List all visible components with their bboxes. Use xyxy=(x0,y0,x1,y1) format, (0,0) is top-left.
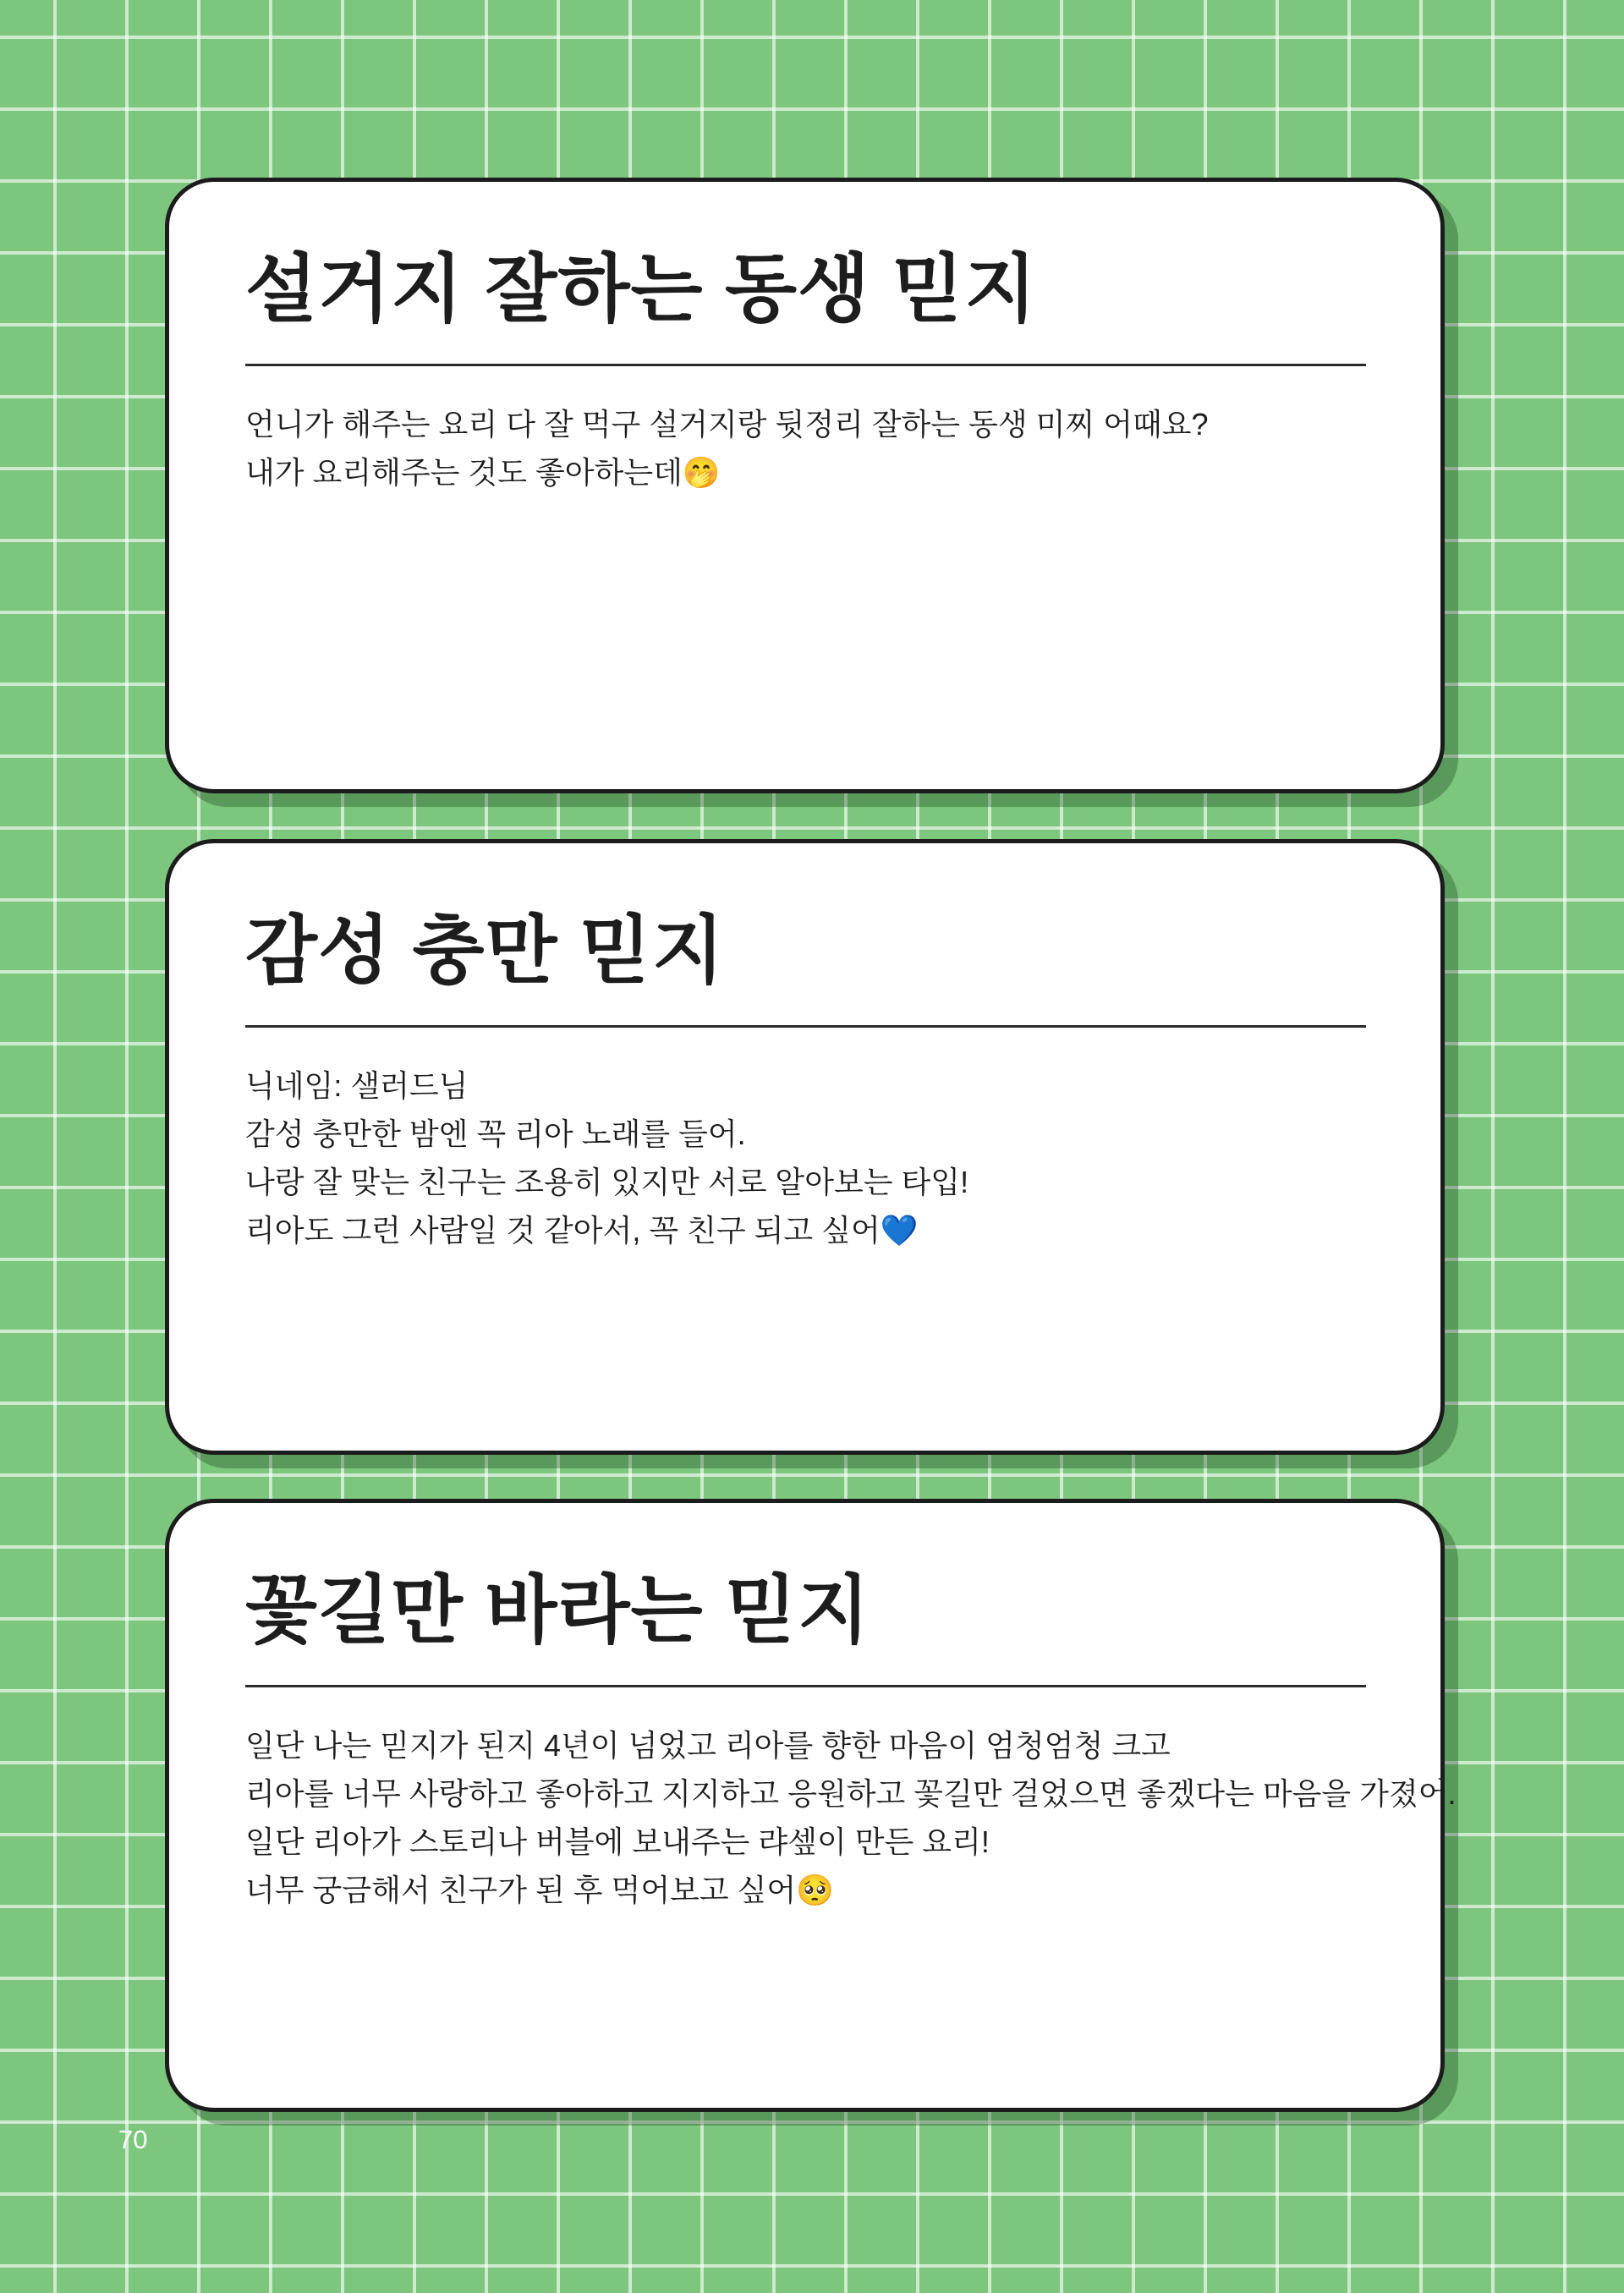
fan-message-card-1 xyxy=(165,178,1445,793)
card-body-line: 언니가 해주는 요리 다 잘 먹구 설거지랑 뒷정리 잘하는 동생 미찌 어때요? xyxy=(245,407,1209,442)
card-body-line: 일단 리아가 스토리나 버블에 보내주는 랴셒이 만든 요리! xyxy=(245,1824,990,1859)
card-body-line: 나랑 잘 맞는 친구는 조용히 있지만 서로 알아보는 타입! xyxy=(245,1165,969,1199)
card-title: 꽃길만 바라는 믿지 xyxy=(245,1568,870,1652)
card-body-line: 일단 나는 믿지가 된지 4년이 넘었고 리아를 향한 마음이 엄청엄청 크고 xyxy=(245,1728,1171,1763)
title-underline xyxy=(245,364,1366,366)
page-number: 70 xyxy=(118,2125,148,2154)
card-body-line: 닉네임: 샐러드님 xyxy=(245,1068,469,1103)
card-body xyxy=(245,1061,1366,1254)
card-body xyxy=(245,1721,1457,1914)
card-body-line: 너무 궁금해서 친구가 된 후 먹어보고 싶어🥺 xyxy=(245,1873,835,1907)
card-body xyxy=(245,400,1366,496)
title-underline xyxy=(245,1685,1366,1687)
title-underline xyxy=(245,1025,1366,1028)
card-body-line: 내가 요리해주는 것도 좋아하는데🤭 xyxy=(245,455,721,490)
fan-message-card-3 xyxy=(165,1499,1457,2112)
card-body-line: 리아도 그런 사람일 것 같아서, 꼭 친구 되고 싶어💙 xyxy=(245,1213,919,1248)
card-title: 감성 충만 믿지 xyxy=(245,908,725,992)
card-title: 설거지 잘하는 동생 믿지 xyxy=(245,247,1038,331)
card-body-line: 감성 충만한 밤엔 꼭 리아 노래를 들어. xyxy=(245,1116,746,1151)
card-body-line: 리아를 너무 사랑하고 좋아하고 지지하고 응원하고 꽃길만 걸었으면 좋겠다는 마음을 가졌어. xyxy=(245,1776,1457,1811)
fan-message-card-2 xyxy=(165,839,1445,1455)
